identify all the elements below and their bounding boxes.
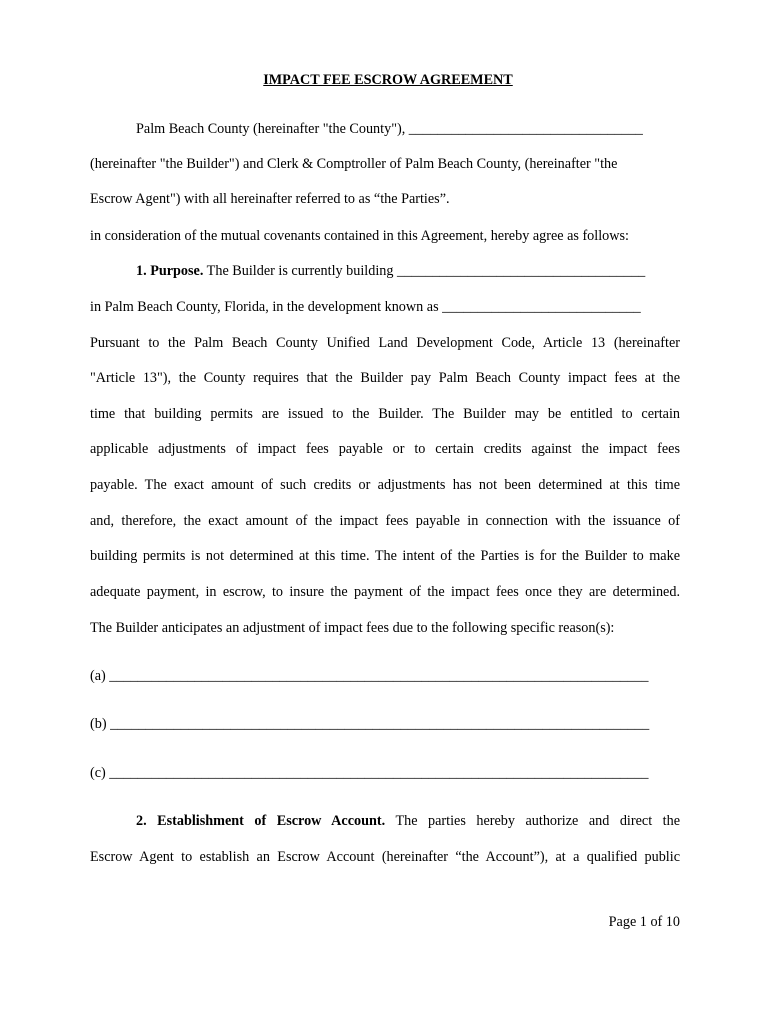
intro-line-1: Palm Beach County (hereinafter "the County"), _________________________________ bbox=[136, 121, 643, 137]
reason-a-line: (a) ____________________________________________________________________________ bbox=[90, 668, 649, 684]
purpose-line-6: applicable adjustments of impact fees payable or to certain credits against the impact fees bbox=[90, 441, 680, 457]
purpose-line-4: "Article 13"), the County requires that the Builder pay Palm Beach County impact fees at the bbox=[90, 370, 680, 386]
purpose-line-3: Pursuant to the Palm Beach County Unified Land Development Code, Article 13 (hereinafter bbox=[90, 335, 680, 351]
reason-c-line: (c) ____________________________________________________________________________ bbox=[90, 765, 649, 781]
intro-line-4: in consideration of the mutual covenants contained in this Agreement, hereby agree as follows: bbox=[90, 228, 629, 244]
escrow-line-1: 2. Establishment of Escrow Account. The parties hereby authorize and direct the bbox=[136, 813, 680, 829]
escrow-heading: 2. Establishment of Escrow Account. bbox=[136, 813, 386, 829]
escrow-line-2: Escrow Agent to establish an Escrow Account (hereinafter “the Account”), at a qualified public bbox=[90, 849, 680, 865]
purpose-line-10: adequate payment, in escrow, to insure the payment of the impact fees once they are determined. bbox=[90, 584, 680, 600]
purpose-line-7: payable. The exact amount of such credits or adjustments has not been determined at this time bbox=[90, 477, 680, 493]
intro-line-3: Escrow Agent") with all hereinafter referred to as “the Parties”. bbox=[90, 191, 450, 207]
purpose-line-2: in Palm Beach County, Florida, in the development known as ____________________________ bbox=[90, 299, 641, 315]
purpose-line-1: 1. Purpose. The Builder is currently building ___________________________________ bbox=[136, 263, 646, 279]
purpose-line-8: and, therefore, the exact amount of the impact fees payable in connection with the issuance of bbox=[90, 513, 680, 529]
intro-line-2: (hereinafter "the Builder") and Clerk & Comptroller of Palm Beach County, (hereinafter "the bbox=[90, 156, 618, 172]
reason-b-line: (b) ____________________________________________________________________________ bbox=[90, 716, 650, 732]
page-number: Page 1 of 10 bbox=[608, 914, 680, 930]
document-title: IMPACT FEE ESCROW AGREEMENT bbox=[263, 72, 513, 88]
purpose-line-9: building permits is not determined at this time. The intent of the Parties is for the Builder to make bbox=[90, 548, 680, 564]
purpose-line-11: The Builder anticipates an adjustment of impact fees due to the following specific reason(s): bbox=[90, 620, 615, 636]
purpose-heading: 1. Purpose. bbox=[136, 263, 204, 279]
purpose-line-5: time that building permits are issued to the Builder. The Builder may be entitled to certain bbox=[90, 406, 680, 422]
